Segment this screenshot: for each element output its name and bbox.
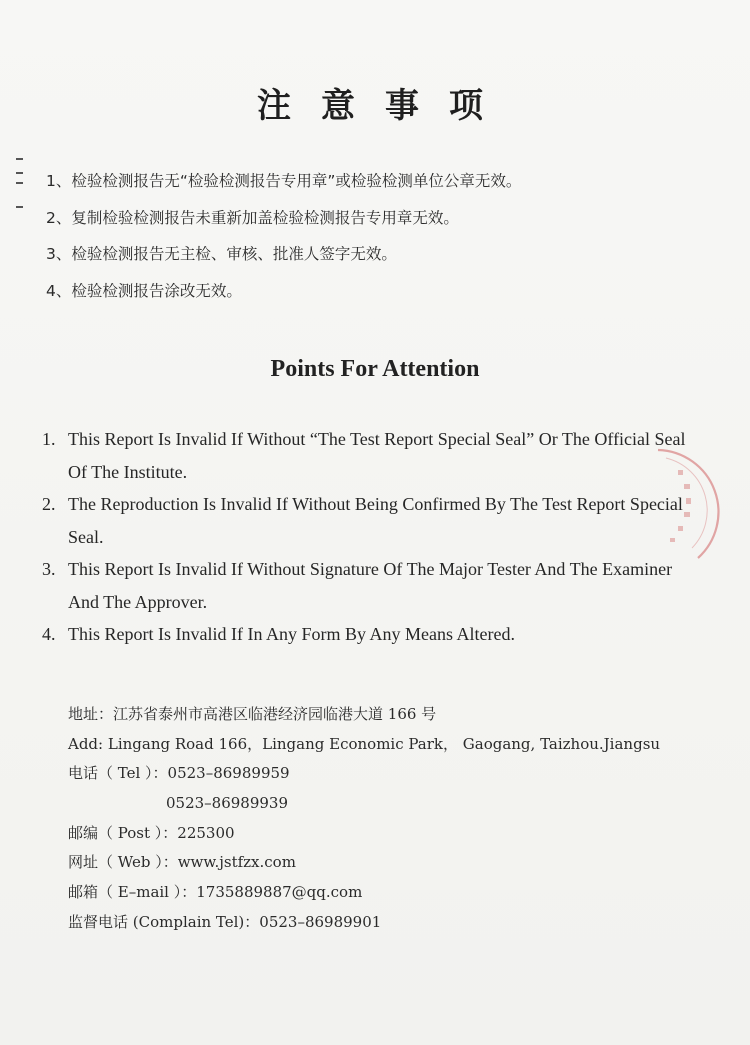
complaint-telephone: 监督电话 (Complain Tel)：0523–86989901 [68, 912, 382, 931]
item-number: 1. [42, 429, 56, 449]
item-text: This Report Is Invalid If Without “The Test Report Special Seal” Or The Official Seal Of The Institute. [68, 429, 686, 482]
address-en: Add: Lingang Road 166，Lingang Economic Park， Gaogang, Taizhou.Jiangsu [68, 734, 661, 753]
item-text: This Report Is Invalid If Without Signature Of The Major Tester And The Examiner And The Approver. [68, 559, 673, 612]
notice-item-cn: 3、检验检测报告无主检、审核、批准人签字无效。 [46, 245, 397, 263]
telephone-1: 电话（ Tel ）：0523–86989959 [68, 764, 290, 783]
margin-mark [16, 158, 23, 160]
notice-list-cn [46, 163, 726, 309]
item-number: 4. [42, 624, 56, 644]
item-text: The Reproduction Is Invalid If Without Being Confirmed By The Test Report Special Seal. [68, 494, 683, 547]
margin-mark [16, 182, 23, 184]
notice-item-en [42, 618, 702, 651]
page-title-en: Points For Attention [270, 356, 480, 382]
page-title-cn: 注意事项 [257, 86, 513, 126]
website: 网址（ Web ）：www.jstfzx.com [68, 853, 296, 872]
notice-item-en [42, 423, 702, 488]
margin-mark [16, 206, 23, 208]
telephone-2: 0523–86989939 [166, 794, 289, 813]
address-cn: 地址：江苏省泰州市高港区临港经济园临港大道 166 号 [68, 705, 437, 723]
contact-info [68, 700, 708, 938]
notice-item-en [42, 553, 702, 618]
margin-mark [16, 172, 23, 174]
notice-item-cn: 2、复制检验检测报告未重新加盖检验检测报告专用章无效。 [46, 208, 459, 227]
postcode: 邮编（ Post ）：225300 [68, 823, 235, 842]
notice-item-en [42, 488, 702, 553]
email: 邮箱（ E–mail ）：1735889887@qq.com [68, 883, 363, 902]
seal-stamp-icon [640, 440, 750, 570]
notice-list-en [42, 423, 702, 651]
item-text: This Report Is Invalid If In Any Form By Any Means Altered. [68, 624, 515, 644]
item-number: 2. [42, 494, 56, 514]
notice-item-cn: 4、检验检测报告涂改无效。 [46, 281, 242, 300]
notice-item-cn: 1、检验检测报告无“检验检测报告专用章”或检验检测单位公章无效。 [46, 172, 522, 190]
item-number: 3. [42, 559, 56, 579]
